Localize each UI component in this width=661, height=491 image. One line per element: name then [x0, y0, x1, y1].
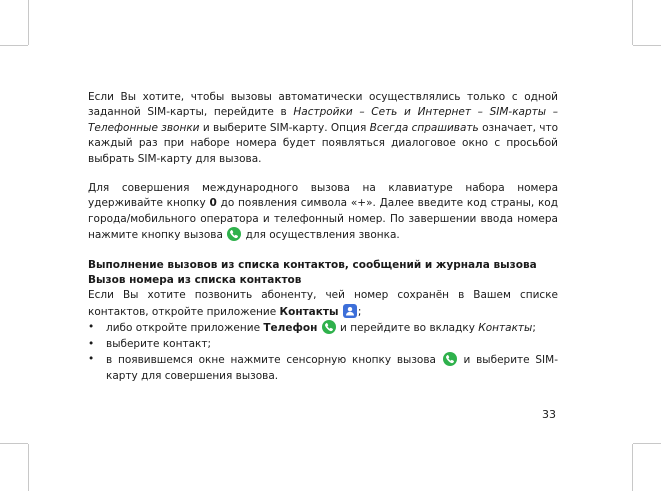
phone-app-name: Телефон	[263, 322, 318, 335]
list-item	[88, 320, 558, 336]
crop-mark-br-v	[632, 444, 633, 491]
steps-list	[88, 320, 558, 384]
p1-text-e: означает, что каждый раз при наборе номера будет появляться диалоговое окно с просьбой выбрать SIM-карту для вызова.	[88, 121, 559, 165]
b1-text-e: ;	[532, 322, 536, 335]
settings-path: Настройки – Сеть и Интернет – SIM-карты – Телефонные звонки	[88, 106, 558, 134]
page-number: 33	[542, 408, 556, 421]
contacts-icon	[343, 304, 357, 318]
list-item	[88, 337, 558, 352]
contacts-app-name: Контакты	[279, 305, 339, 318]
b3-text-b: и выберите SIM-карту для совершения вызова.	[106, 354, 558, 382]
crop-mark-tl-h	[0, 45, 28, 46]
section-subheading: Вызов номера из списка контактов	[88, 274, 302, 287]
crop-mark-tr-v	[632, 0, 633, 45]
contacts-tab-name: Контакты	[478, 322, 533, 335]
intro-text-a: Если Вы хотите позвонить абоненту, чей номер сохранён в Вашем списке контактов, откройте приложение	[88, 289, 558, 318]
list-item	[88, 352, 558, 384]
intro-text-c: ;	[357, 305, 362, 318]
phone-icon	[227, 227, 241, 241]
zero-key: 0	[209, 197, 217, 210]
section-heading: Выполнение вызовов из списка контактов, сообщений и журнала вызова	[88, 258, 537, 271]
p2-text-c: до появления символа «+». Далее введите код страны, код города/мобильного оператора и телефонный номер. По завершении ввода номера нажмите кнопку вызова	[88, 197, 558, 242]
always-ask-option: Всегда спрашивать	[369, 121, 479, 134]
p2-text-a: Для совершения международного вызова на клавиатуре набора номера удерживайте кнопку	[88, 182, 558, 210]
p1-text-c: и выберите SIM-карту. Опция	[199, 121, 370, 134]
b1-text-c: и перейдите во вкладку	[336, 322, 479, 335]
crop-mark-tl-v	[28, 0, 29, 45]
p2-text-d: для осуществления звонка.	[242, 229, 400, 242]
page-content	[88, 90, 558, 384]
paragraph-international-call	[88, 181, 558, 244]
crop-mark-bl-v	[28, 444, 29, 491]
paragraph-sim-settings	[88, 90, 558, 167]
phone-icon	[322, 320, 336, 334]
b1-text-a: либо откройте приложение	[106, 322, 264, 335]
b3-text-a: в появившемся окне нажмите сенсорную кнопку вызова	[106, 354, 442, 367]
paragraph-contacts-intro	[88, 288, 558, 320]
phone-icon	[443, 352, 457, 366]
crop-mark-bl-h	[0, 443, 28, 444]
crop-mark-br-h	[633, 443, 661, 444]
crop-mark-tr-h	[633, 45, 661, 46]
b2-text: выберите контакт;	[106, 337, 211, 350]
p1-text-a: Если Вы хотите, чтобы вызовы автоматически осуществлялись только с одной заданной SIM-карты, перейдите в	[88, 91, 558, 119]
